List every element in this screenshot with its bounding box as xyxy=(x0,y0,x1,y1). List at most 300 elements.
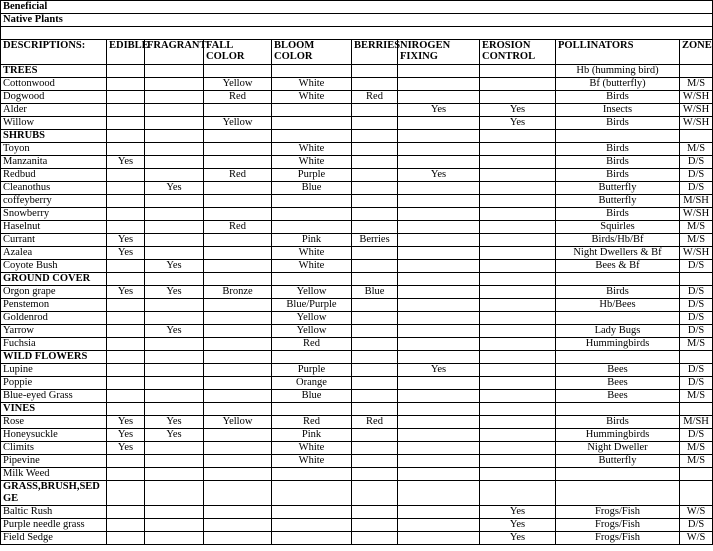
cell-fall-color xyxy=(204,455,272,468)
cell-erosion-control: Yes xyxy=(480,117,556,130)
cell-erosion-control xyxy=(480,143,556,156)
cell-edible xyxy=(107,195,145,208)
cell-fall-color xyxy=(204,506,272,519)
empty-cell xyxy=(272,130,352,143)
cell-fall-color xyxy=(204,247,272,260)
cell-erosion-control xyxy=(480,234,556,247)
cell-pollinators: Bees xyxy=(556,364,680,377)
empty-cell xyxy=(204,351,272,364)
cell-berries: Blue xyxy=(352,286,398,299)
cell-edible xyxy=(107,468,145,481)
cell-fall-color: Yellow xyxy=(204,117,272,130)
cell-erosion-control xyxy=(480,364,556,377)
cell-fall-color xyxy=(204,299,272,312)
empty-cell xyxy=(204,403,272,416)
cell-erosion-control: Yes xyxy=(480,519,556,532)
cell-bloom-color: White xyxy=(272,247,352,260)
cell-berries xyxy=(352,117,398,130)
cell-description: Blue-eyed Grass xyxy=(1,390,107,403)
plant-row xyxy=(1,442,713,455)
cell-berries xyxy=(352,260,398,273)
cell-berries xyxy=(352,390,398,403)
cell-bloom-color: Yellow xyxy=(272,286,352,299)
cell-bloom-color xyxy=(272,532,352,545)
plant-row xyxy=(1,468,713,481)
cell-fragrant xyxy=(145,532,204,545)
cell-erosion-control xyxy=(480,377,556,390)
blank-row xyxy=(1,27,713,40)
cell-pollinators: Bees xyxy=(556,390,680,403)
cell-zone: W/SH xyxy=(680,104,713,117)
category-label: GRASS,BRUSH,SED GE xyxy=(1,481,107,506)
cell-erosion-control xyxy=(480,286,556,299)
category-label: TREES xyxy=(1,65,107,78)
cell-nitrogen-fixing xyxy=(398,390,480,403)
cell-fall-color: Red xyxy=(204,169,272,182)
cell-erosion-control xyxy=(480,247,556,260)
cell-erosion-control xyxy=(480,416,556,429)
plant-row xyxy=(1,416,713,429)
cell-nitrogen-fixing xyxy=(398,325,480,338)
cell-pollinators: Hummingbirds xyxy=(556,338,680,351)
cell-edible xyxy=(107,143,145,156)
cell-fall-color xyxy=(204,208,272,221)
cell-fragrant xyxy=(145,234,204,247)
title-native-plants: Native Plants xyxy=(1,14,713,27)
cell-fall-color xyxy=(204,519,272,532)
cell-bloom-color: Yellow xyxy=(272,312,352,325)
cell-pollinators: Birds xyxy=(556,169,680,182)
cell-pollinators: Hb/Bees xyxy=(556,299,680,312)
empty-cell xyxy=(398,130,480,143)
cell-erosion-control xyxy=(480,91,556,104)
cell-zone: D/S xyxy=(680,156,713,169)
cell-edible xyxy=(107,519,145,532)
cell-description: Climits xyxy=(1,442,107,455)
empty-cell xyxy=(480,65,556,78)
cell-fragrant xyxy=(145,169,204,182)
cell-berries xyxy=(352,143,398,156)
cell-nitrogen-fixing xyxy=(398,377,480,390)
cell-berries xyxy=(352,468,398,481)
cell-erosion-control xyxy=(480,299,556,312)
cell-berries xyxy=(352,169,398,182)
plant-row xyxy=(1,143,713,156)
plant-row xyxy=(1,247,713,260)
cell-erosion-control xyxy=(480,468,556,481)
cell-edible: Yes xyxy=(107,156,145,169)
cell-berries xyxy=(352,377,398,390)
cell-fragrant: Yes xyxy=(145,286,204,299)
cell-nitrogen-fixing xyxy=(398,247,480,260)
cell-pollinators: Night Dweller xyxy=(556,442,680,455)
cell-nitrogen-fixing xyxy=(398,156,480,169)
cell-zone: D/S xyxy=(680,182,713,195)
cell-edible xyxy=(107,221,145,234)
cell-berries xyxy=(352,442,398,455)
category-row xyxy=(1,351,713,364)
cell-nitrogen-fixing xyxy=(398,506,480,519)
cell-erosion-control xyxy=(480,208,556,221)
cell-bloom-color: Yellow xyxy=(272,325,352,338)
cell-description: Alder xyxy=(1,104,107,117)
empty-cell xyxy=(107,130,145,143)
cell-description: Willow xyxy=(1,117,107,130)
cell-description: Yarrow xyxy=(1,325,107,338)
cell-bloom-color: Red xyxy=(272,338,352,351)
cell-zone: D/S xyxy=(680,299,713,312)
empty-cell xyxy=(204,481,272,506)
cell-bloom-color xyxy=(272,117,352,130)
category-row xyxy=(1,481,713,506)
cell-nitrogen-fixing xyxy=(398,286,480,299)
blank-cell xyxy=(1,27,713,40)
cell-erosion-control xyxy=(480,195,556,208)
cell-fall-color xyxy=(204,390,272,403)
cell-bloom-color: White xyxy=(272,260,352,273)
cell-description: Toyon xyxy=(1,143,107,156)
cell-description: Rose xyxy=(1,416,107,429)
empty-cell xyxy=(680,403,713,416)
cell-pollinators: Frogs/Fish xyxy=(556,506,680,519)
cell-berries xyxy=(352,455,398,468)
cell-fragrant xyxy=(145,78,204,91)
category-label: GROUND COVER xyxy=(1,273,107,286)
cell-berries xyxy=(352,312,398,325)
cell-nitrogen-fixing xyxy=(398,91,480,104)
cell-zone: M/S xyxy=(680,390,713,403)
empty-cell xyxy=(480,351,556,364)
cell-bloom-color xyxy=(272,195,352,208)
cell-description: Penstemon xyxy=(1,299,107,312)
cell-fragrant: Yes xyxy=(145,182,204,195)
cell-description: Haselnut xyxy=(1,221,107,234)
empty-cell xyxy=(204,65,272,78)
cell-fall-color xyxy=(204,364,272,377)
cell-nitrogen-fixing xyxy=(398,195,480,208)
cell-nitrogen-fixing xyxy=(398,143,480,156)
cell-edible xyxy=(107,312,145,325)
empty-cell xyxy=(680,130,713,143)
empty-cell xyxy=(352,273,398,286)
cell-erosion-control xyxy=(480,156,556,169)
plant-row xyxy=(1,519,713,532)
cell-berries xyxy=(352,506,398,519)
empty-cell xyxy=(204,130,272,143)
cell-fragrant xyxy=(145,468,204,481)
cell-description: Poppie xyxy=(1,377,107,390)
cell-zone: D/S xyxy=(680,260,713,273)
cell-edible xyxy=(107,506,145,519)
category-row xyxy=(1,273,713,286)
cell-fall-color: Yellow xyxy=(204,416,272,429)
cell-edible xyxy=(107,364,145,377)
cell-pollinators: Lady Bugs xyxy=(556,325,680,338)
table-body xyxy=(1,1,713,545)
cell-description: Baltic Rush xyxy=(1,506,107,519)
empty-cell xyxy=(107,481,145,506)
plant-row xyxy=(1,286,713,299)
empty-cell xyxy=(145,403,204,416)
cell-erosion-control xyxy=(480,78,556,91)
cell-description: Cleanothus xyxy=(1,182,107,195)
cell-fall-color xyxy=(204,312,272,325)
cell-fragrant xyxy=(145,208,204,221)
cell-fragrant xyxy=(145,390,204,403)
cell-zone: D/S xyxy=(680,429,713,442)
cell-fragrant xyxy=(145,519,204,532)
cell-pollinators: Hummingbirds xyxy=(556,429,680,442)
cell-nitrogen-fixing xyxy=(398,455,480,468)
cell-description: Snowberry xyxy=(1,208,107,221)
header-fall-color: FALL COLOR xyxy=(204,40,272,65)
cell-zone: M/S xyxy=(680,78,713,91)
plant-row xyxy=(1,221,713,234)
cell-nitrogen-fixing xyxy=(398,416,480,429)
plant-row xyxy=(1,91,713,104)
cell-nitrogen-fixing: Yes xyxy=(398,169,480,182)
cell-zone: M/SH xyxy=(680,416,713,429)
cell-bloom-color: Pink xyxy=(272,429,352,442)
cell-bloom-color: Purple xyxy=(272,169,352,182)
cell-fragrant xyxy=(145,156,204,169)
empty-cell xyxy=(352,403,398,416)
header-zone: ZONE xyxy=(680,40,713,65)
cell-nitrogen-fixing xyxy=(398,338,480,351)
cell-fall-color xyxy=(204,260,272,273)
cell-bloom-color xyxy=(272,104,352,117)
cell-zone: M/S xyxy=(680,442,713,455)
category-label: WILD FLOWERS xyxy=(1,351,107,364)
cell-erosion-control xyxy=(480,260,556,273)
cell-berries xyxy=(352,429,398,442)
cell-edible: Yes xyxy=(107,416,145,429)
category-row xyxy=(1,403,713,416)
empty-cell xyxy=(272,351,352,364)
cell-berries xyxy=(352,299,398,312)
cell-bloom-color: White xyxy=(272,91,352,104)
cell-nitrogen-fixing xyxy=(398,532,480,545)
cell-edible xyxy=(107,260,145,273)
cell-pollinators: Butterfly xyxy=(556,195,680,208)
cell-description: Orgon grape xyxy=(1,286,107,299)
cell-erosion-control: Yes xyxy=(480,104,556,117)
cell-edible xyxy=(107,338,145,351)
empty-cell xyxy=(480,481,556,506)
category-row xyxy=(1,130,713,143)
cell-edible: Yes xyxy=(107,442,145,455)
empty-cell xyxy=(480,403,556,416)
cell-description: Lupine xyxy=(1,364,107,377)
cell-edible xyxy=(107,182,145,195)
cell-edible: Yes xyxy=(107,247,145,260)
title-beneficial: Beneficial xyxy=(1,1,713,14)
cell-fragrant xyxy=(145,299,204,312)
cell-erosion-control xyxy=(480,312,556,325)
cell-zone: M/S xyxy=(680,338,713,351)
cell-edible xyxy=(107,117,145,130)
cell-description: Fuchsia xyxy=(1,338,107,351)
empty-cell xyxy=(556,403,680,416)
cell-fall-color xyxy=(204,442,272,455)
header-row xyxy=(1,40,713,65)
cell-bloom-color xyxy=(272,506,352,519)
cell-erosion-control xyxy=(480,442,556,455)
cell-pollinators: Birds xyxy=(556,286,680,299)
cell-nitrogen-fixing xyxy=(398,468,480,481)
plant-row xyxy=(1,104,713,117)
empty-cell xyxy=(398,481,480,506)
cell-berries: Red xyxy=(352,91,398,104)
cell-fall-color xyxy=(204,532,272,545)
cell-description: Coyote Bush xyxy=(1,260,107,273)
cell-description: Field Sedge xyxy=(1,532,107,545)
cell-berries xyxy=(352,156,398,169)
cell-edible xyxy=(107,532,145,545)
cell-nitrogen-fixing xyxy=(398,519,480,532)
cell-fall-color xyxy=(204,234,272,247)
plant-row xyxy=(1,506,713,519)
empty-cell xyxy=(480,130,556,143)
plant-row xyxy=(1,78,713,91)
cell-berries xyxy=(352,338,398,351)
cell-description: Purple needle grass xyxy=(1,519,107,532)
title-row xyxy=(1,14,713,27)
empty-cell xyxy=(680,65,713,78)
cell-fall-color xyxy=(204,156,272,169)
cell-bloom-color: Red xyxy=(272,416,352,429)
cell-description: Manzanita xyxy=(1,156,107,169)
empty-cell xyxy=(398,351,480,364)
cell-pollinators: Squirles xyxy=(556,221,680,234)
cell-bloom-color: White xyxy=(272,143,352,156)
cell-fragrant xyxy=(145,104,204,117)
cell-berries: Berries xyxy=(352,234,398,247)
cell-fragrant: Yes xyxy=(145,260,204,273)
cell-erosion-control xyxy=(480,325,556,338)
plant-row xyxy=(1,156,713,169)
empty-cell xyxy=(352,130,398,143)
plant-row xyxy=(1,429,713,442)
plant-row xyxy=(1,195,713,208)
cell-fragrant: Yes xyxy=(145,416,204,429)
cell-pollinators: Bees & Bf xyxy=(556,260,680,273)
cell-zone: M/S xyxy=(680,221,713,234)
empty-cell xyxy=(272,273,352,286)
cell-nitrogen-fixing xyxy=(398,234,480,247)
cell-erosion-control: Yes xyxy=(480,506,556,519)
cell-berries xyxy=(352,247,398,260)
cell-fragrant xyxy=(145,455,204,468)
empty-cell xyxy=(398,65,480,78)
cell-zone: D/S xyxy=(680,519,713,532)
cell-pollinators: Bees xyxy=(556,377,680,390)
cell-bloom-color: Pink xyxy=(272,234,352,247)
cell-nitrogen-fixing: Yes xyxy=(398,364,480,377)
cell-erosion-control xyxy=(480,221,556,234)
cell-bloom-color: White xyxy=(272,455,352,468)
plant-row xyxy=(1,208,713,221)
cell-description: Cottonwood xyxy=(1,78,107,91)
cell-fall-color: Red xyxy=(204,221,272,234)
cell-pollinators: Birds/Hb/Bf xyxy=(556,234,680,247)
cell-zone: W/SH xyxy=(680,91,713,104)
cell-edible xyxy=(107,299,145,312)
cell-pollinators: Insects xyxy=(556,104,680,117)
empty-cell xyxy=(352,65,398,78)
cell-edible xyxy=(107,390,145,403)
cell-pollinators: Birds xyxy=(556,416,680,429)
empty-cell xyxy=(272,403,352,416)
cell-berries xyxy=(352,78,398,91)
cell-edible xyxy=(107,104,145,117)
header-berries: BERRIES xyxy=(352,40,398,65)
cell-description: Pipevine xyxy=(1,455,107,468)
plant-row xyxy=(1,299,713,312)
cell-nitrogen-fixing xyxy=(398,182,480,195)
cell-bloom-color: Blue xyxy=(272,182,352,195)
cell-pollinators: Butterfly xyxy=(556,182,680,195)
empty-cell xyxy=(556,351,680,364)
plant-row xyxy=(1,117,713,130)
empty-cell xyxy=(107,351,145,364)
cell-erosion-control xyxy=(480,429,556,442)
cell-bloom-color: White xyxy=(272,78,352,91)
empty-cell xyxy=(480,273,556,286)
empty-cell xyxy=(107,403,145,416)
cell-zone: W/S xyxy=(680,506,713,519)
cell-fall-color xyxy=(204,104,272,117)
cell-fall-color: Yellow xyxy=(204,78,272,91)
empty-cell xyxy=(352,351,398,364)
cell-edible xyxy=(107,455,145,468)
cell-zone: W/S xyxy=(680,532,713,545)
cell-description: Goldenrod xyxy=(1,312,107,325)
cell-fragrant xyxy=(145,338,204,351)
cell-nitrogen-fixing: Yes xyxy=(398,104,480,117)
cell-berries xyxy=(352,519,398,532)
cell-fall-color xyxy=(204,338,272,351)
cell-edible: Yes xyxy=(107,286,145,299)
plant-row xyxy=(1,325,713,338)
cell-fragrant xyxy=(145,247,204,260)
cell-fragrant xyxy=(145,312,204,325)
empty-cell xyxy=(556,130,680,143)
cell-description: Honeysuckle xyxy=(1,429,107,442)
cell-pollinators: Frogs/Fish xyxy=(556,519,680,532)
cell-pollinators: Frogs/Fish xyxy=(556,532,680,545)
cell-pollinators: Birds xyxy=(556,91,680,104)
cell-berries: Red xyxy=(352,416,398,429)
cell-fragrant xyxy=(145,364,204,377)
cell-description: Milk Weed xyxy=(1,468,107,481)
cell-zone: M/S xyxy=(680,143,713,156)
cell-nitrogen-fixing xyxy=(398,429,480,442)
plant-row xyxy=(1,234,713,247)
cell-pollinators: Birds xyxy=(556,143,680,156)
cell-zone: M/SH xyxy=(680,195,713,208)
cell-pollinators: Birds xyxy=(556,208,680,221)
cell-fall-color xyxy=(204,325,272,338)
cell-fall-color xyxy=(204,468,272,481)
cell-bloom-color: White xyxy=(272,156,352,169)
cell-berries xyxy=(352,364,398,377)
cell-fragrant xyxy=(145,117,204,130)
empty-cell xyxy=(272,65,352,78)
plant-row xyxy=(1,532,713,545)
cell-edible xyxy=(107,325,145,338)
cell-pollinators: Night Dwellers & Bf xyxy=(556,247,680,260)
